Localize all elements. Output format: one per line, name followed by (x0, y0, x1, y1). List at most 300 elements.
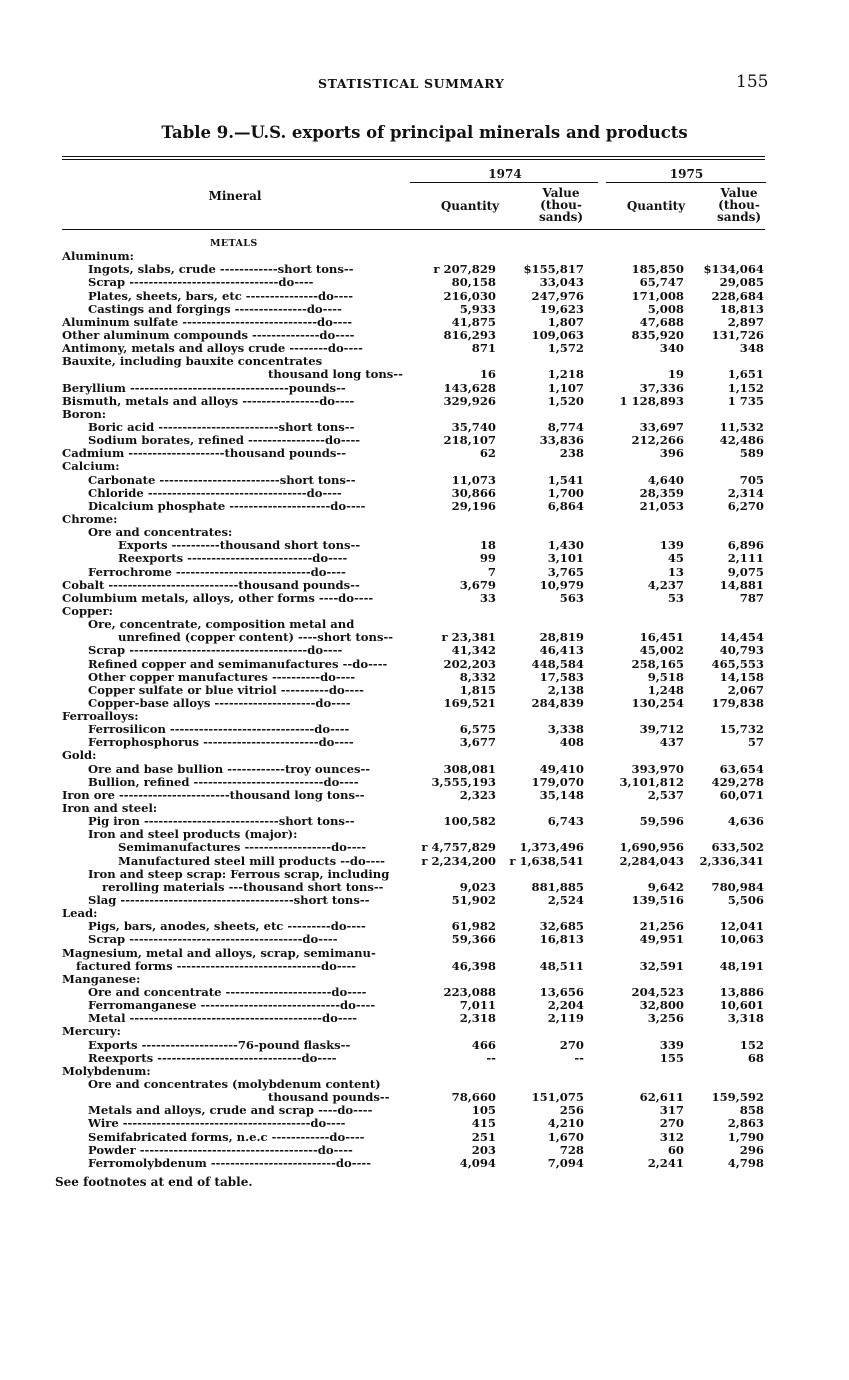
cell-quantity-1974: r 2,234,200 (421, 853, 496, 868)
cell-quantity-1975: 9,518 (647, 669, 684, 684)
mineral-label: Antimony, metals and alloys crude --------do---- (62, 341, 363, 356)
mineral-label: Ferromolybdenum --------------------------do---- (88, 1155, 372, 1170)
mineral-label: thousand pounds-- (268, 1090, 390, 1105)
cell-value-1974: 49,410 (539, 761, 584, 776)
mineral-label: Dicalcium phosphate ---------------------do---- (88, 498, 366, 513)
cell-value-1975: 6,896 (727, 538, 764, 553)
cell-value-1975: 159,592 (711, 1090, 764, 1105)
mineral-label: Molybdenum: (62, 1063, 151, 1078)
table-row (62, 736, 772, 749)
cell-quantity-1974: 223,088 (443, 985, 496, 1000)
cell-value-1974: 3,338 (547, 722, 584, 737)
cell-value-1975: 3,318 (727, 1011, 764, 1026)
cell-quantity-1974: 5,933 (459, 301, 496, 316)
cell-value-1974: 7,094 (547, 1155, 584, 1170)
cell-quantity-1974: 16 (479, 367, 496, 382)
cell-quantity-1975: 171,008 (631, 288, 684, 303)
mineral-label: Scrap -------------------------------do---- (88, 275, 314, 290)
cell-quantity-1975: 437 (659, 735, 684, 750)
header-bottom-rule (62, 229, 765, 230)
mineral-label: Calcium: (62, 459, 120, 474)
mineral-label: Ferroalloys: (62, 709, 139, 724)
cell-value-1975: 1,790 (727, 1129, 764, 1144)
cell-value-1974: 1,670 (547, 1129, 584, 1144)
cell-value-1974: 109,063 (531, 327, 584, 342)
mineral-label: unrefined (copper content) ----short tons-- (118, 630, 394, 645)
cell-value-1975: 705 (739, 472, 764, 487)
cell-quantity-1974: 871 (471, 341, 496, 356)
table-row (62, 592, 772, 605)
cell-quantity-1974: 18 (479, 538, 496, 553)
mineral-label: Exports ----------thousand short tons-- (118, 538, 361, 553)
cell-quantity-1975: 47,688 (639, 314, 684, 329)
cell-value-1974: 563 (559, 590, 584, 605)
mineral-label: Bauxite, including bauxite concentrates (62, 354, 323, 369)
cell-quantity-1974: 143,628 (443, 380, 496, 395)
column-header-value-1974 (526, 187, 596, 223)
cell-quantity-1974: 218,107 (443, 433, 496, 448)
cell-quantity-1974: 202,203 (443, 656, 496, 671)
cell-value-1975: 179,838 (711, 695, 764, 710)
table-footnote: See footnotes at end of table. (55, 1175, 253, 1189)
cell-value-1974: 10,979 (539, 577, 584, 592)
cell-quantity-1975: 139,516 (631, 893, 684, 908)
cell-value-1974: 19,623 (539, 301, 584, 316)
cell-value-1975: 2,897 (727, 314, 764, 329)
table-row (62, 237, 772, 250)
mineral-label: thousand long tons-- (268, 367, 403, 382)
cell-value-1975: 57 (747, 735, 764, 750)
cell-quantity-1975: 258,165 (631, 656, 684, 671)
table-row (62, 290, 772, 303)
cell-quantity-1974: -- (486, 1050, 496, 1065)
cell-quantity-1974: 2,318 (459, 1011, 496, 1026)
cell-quantity-1975: 45 (667, 551, 684, 566)
mineral-label: Chloride ---------------------------------do---- (88, 485, 342, 500)
cell-value-1974: 1,700 (547, 485, 584, 500)
cell-value-1974: 179,070 (531, 774, 584, 789)
cell-quantity-1975: 393,970 (631, 761, 684, 776)
value-header-line-2: (thou- (540, 198, 582, 212)
cell-value-1975: 296 (739, 1142, 764, 1157)
cell-quantity-1975: 49,951 (639, 932, 684, 947)
table-row (62, 1039, 772, 1052)
cell-quantity-1974: 216,030 (443, 288, 496, 303)
cell-value-1974: 728 (559, 1142, 584, 1157)
mineral-label: Castings and forgings ---------------do---- (88, 301, 342, 316)
cell-quantity-1975: 21,053 (639, 498, 684, 513)
table-row (62, 1117, 772, 1130)
cell-quantity-1974: 78,660 (451, 1090, 496, 1105)
mineral-label: Ore, concentrate, composition metal and (88, 617, 355, 632)
mineral-label: Cadmium --------------------thousand pounds-- (62, 446, 347, 461)
cell-quantity-1975: 4,640 (647, 472, 684, 487)
mineral-label: rerolling materials ---thousand short tons-- (102, 879, 384, 894)
cell-value-1974: 28,819 (539, 630, 584, 645)
table-row (62, 487, 772, 500)
cell-value-1975: 14,454 (719, 630, 764, 645)
column-header-value-1975 (706, 187, 772, 223)
cell-quantity-1975: 312 (659, 1129, 684, 1144)
mineral-label: Copper-base alloys ---------------------do---- (88, 695, 351, 710)
cell-value-1974: 448,584 (531, 656, 584, 671)
value-header-line-3: sands) (538, 210, 584, 224)
cell-quantity-1974: 62 (479, 446, 496, 461)
cell-quantity-1975: 1 128,893 (619, 393, 684, 408)
table-row (62, 933, 772, 946)
cell-quantity-1974: 6,575 (459, 722, 496, 737)
cell-value-1975: 2,111 (727, 551, 764, 566)
cell-quantity-1975: 39,712 (639, 722, 684, 737)
cell-quantity-1974: r 4,757,829 (421, 840, 496, 855)
cell-quantity-1974: 308,081 (443, 761, 496, 776)
column-header-mineral: Mineral (208, 189, 262, 203)
cell-value-1975: 14,881 (719, 577, 764, 592)
cell-quantity-1974: 203 (471, 1142, 496, 1157)
table-row (62, 789, 772, 802)
cell-quantity-1975: 317 (659, 1103, 684, 1118)
cell-quantity-1974: 80,158 (451, 275, 496, 290)
cell-quantity-1974: 3,555,193 (431, 774, 496, 789)
mineral-label: Semimanufactures ------------------do---- (118, 840, 367, 855)
table-row (62, 855, 772, 868)
cell-value-1974: 1,541 (547, 472, 584, 487)
mineral-label: Semifabricated forms, n.e.c ------------do---- (88, 1129, 365, 1144)
page-number: 155 (736, 72, 769, 92)
cell-value-1974: -- (574, 1050, 584, 1065)
cell-quantity-1974: 251 (471, 1129, 496, 1144)
cell-value-1974: 1,807 (547, 314, 584, 329)
mineral-label: Aluminum: (62, 249, 134, 264)
cell-quantity-1975: 28,359 (639, 485, 684, 500)
mineral-label: Ferrochrome ----------------------------do---- (88, 564, 346, 579)
mineral-label: Ferromanganese -----------------------------do---- (88, 998, 376, 1013)
cell-value-1975: 2,336,341 (699, 853, 764, 868)
mineral-label: factured forms ------------------------------do---- (76, 958, 357, 973)
value-header-line-1: Value (720, 186, 758, 200)
cell-value-1975: 589 (739, 446, 764, 461)
mineral-label: Pigs, bars, anodes, sheets, etc ---------do---- (88, 919, 366, 934)
cell-quantity-1975: 1,690,956 (619, 840, 684, 855)
cell-value-1974: 284,839 (531, 695, 584, 710)
table-row (62, 1052, 772, 1065)
cell-value-1975: 6,270 (727, 498, 764, 513)
mineral-label: Reexports ------------------------------do---- (88, 1050, 337, 1065)
cell-value-1975: 4,636 (727, 814, 764, 829)
cell-value-1975: 18,813 (719, 301, 764, 316)
cell-value-1975: 48,191 (719, 958, 764, 973)
cell-quantity-1974: 46,398 (451, 958, 496, 973)
cell-value-1974: 13,656 (539, 985, 584, 1000)
cell-quantity-1974: 3,677 (459, 735, 496, 750)
cell-quantity-1974: 51,902 (451, 893, 496, 908)
mineral-label: Ore and concentrates (molybdenum content) (88, 1077, 381, 1091)
cell-quantity-1975: 185,850 (631, 262, 684, 277)
mineral-label: Sodium borates, refined ----------------do---- (88, 433, 361, 448)
cell-quantity-1975: 65,747 (639, 275, 684, 290)
cell-quantity-1975: 1,248 (647, 682, 684, 697)
cell-value-1975: 465,553 (711, 656, 764, 671)
table-row (62, 684, 772, 697)
table-body (62, 237, 772, 1170)
mineral-label: Chrome: (62, 511, 118, 526)
table-title: Table 9.—U.S. exports of principal minerals and products (161, 123, 688, 142)
cell-value-1975: 2,314 (727, 485, 764, 500)
cell-quantity-1974: 7 (487, 564, 496, 579)
year-1974-rule (410, 182, 598, 183)
cell-value-1975: 9,075 (727, 564, 764, 579)
cell-value-1975: 2,067 (727, 682, 764, 697)
cell-value-1974: 3,101 (547, 551, 584, 566)
cell-value-1975: 10,063 (719, 932, 764, 947)
cell-quantity-1975: 37,336 (639, 380, 684, 395)
column-header-quantity-1975: Quantity (626, 199, 686, 213)
cell-quantity-1975: 3,101,812 (619, 774, 684, 789)
mineral-label: Refined copper and semimanufactures --do---- (88, 656, 388, 671)
cell-quantity-1975: 45,002 (639, 643, 684, 658)
cell-quantity-1974: 105 (471, 1103, 496, 1118)
cell-quantity-1974: 466 (471, 1037, 496, 1052)
mineral-label: Copper: (62, 603, 113, 618)
page-header (0, 74, 849, 94)
cell-value-1974: 247,976 (531, 288, 584, 303)
column-header-quantity-1974: Quantity (440, 199, 500, 213)
cell-quantity-1974: 329,926 (443, 393, 496, 408)
mineral-label: Ore and concentrate ----------------------do---- (88, 985, 367, 1000)
running-head: STATISTICAL SUMMARY (318, 76, 505, 91)
mineral-label: METALS (210, 238, 258, 249)
mineral-label: Aluminum sulfate ----------------------------do---- (62, 314, 353, 329)
mineral-label: Ore and concentrates: (88, 525, 233, 540)
mineral-label: Ferrosilicon ------------------------------do---- (88, 722, 350, 737)
cell-value-1974: 1,107 (547, 380, 584, 395)
cell-quantity-1974: 99 (479, 551, 496, 566)
cell-quantity-1974: 2,323 (459, 787, 496, 802)
cell-quantity-1974: 4,094 (459, 1155, 496, 1170)
cell-quantity-1975: 62,611 (639, 1090, 684, 1105)
table-row (62, 868, 772, 881)
cell-value-1974: 33,836 (539, 433, 584, 448)
cell-value-1974: 1,218 (547, 367, 584, 382)
cell-quantity-1974: 1,815 (459, 682, 496, 697)
cell-quantity-1975: 4,237 (647, 577, 684, 592)
cell-quantity-1975: 32,591 (639, 958, 684, 973)
cell-quantity-1975: 2,241 (647, 1155, 684, 1170)
cell-value-1975: 780,984 (711, 879, 764, 894)
column-header-year-1974: 1974 (488, 167, 522, 181)
cell-value-1974: 1,373,496 (519, 840, 584, 855)
cell-value-1974: 46,413 (539, 643, 584, 658)
mineral-label: Boron: (62, 406, 107, 421)
cell-value-1975: 152 (739, 1037, 764, 1052)
cell-value-1974: 16,813 (539, 932, 584, 947)
cell-value-1974: 1,572 (547, 341, 584, 356)
cell-quantity-1975: 835,920 (631, 327, 684, 342)
mineral-label: Mercury: (62, 1024, 121, 1039)
cell-value-1974: 270 (559, 1037, 584, 1052)
table-row (62, 447, 772, 460)
table-row (62, 303, 772, 316)
year-1975-rule (606, 182, 766, 183)
cell-quantity-1974: 33 (479, 590, 496, 605)
mineral-label: Wire ---------------------------------------do---- (88, 1116, 346, 1131)
cell-quantity-1975: 339 (659, 1037, 684, 1052)
cell-quantity-1975: 13 (667, 564, 684, 579)
mineral-label: Slag ------------------------------------short tons-- (88, 893, 370, 908)
table-row (62, 474, 772, 487)
cell-value-1975: 858 (739, 1103, 764, 1118)
cell-quantity-1975: 2,284,043 (619, 853, 684, 868)
cell-value-1975: 1 735 (727, 393, 764, 408)
table-row (62, 579, 772, 592)
table-row (62, 368, 772, 381)
table-row (62, 776, 772, 789)
table-row (62, 947, 772, 960)
cell-quantity-1974: 100,582 (443, 814, 496, 829)
mineral-label: Exports --------------------76-pound flasks-- (88, 1037, 351, 1052)
cell-quantity-1975: 204,523 (631, 985, 684, 1000)
cell-value-1974: $155,817 (523, 262, 584, 277)
mineral-label: Scrap ------------------------------------do---- (88, 932, 338, 947)
mineral-label: Metals and alloys, crude and scrap ----do---- (88, 1103, 373, 1118)
cell-quantity-1975: 212,266 (631, 433, 684, 448)
cell-value-1975: 13,886 (719, 985, 764, 1000)
cell-quantity-1974: r 207,829 (433, 262, 496, 277)
table-row (62, 276, 772, 289)
cell-quantity-1974: 30,866 (451, 485, 496, 500)
cell-quantity-1975: 60 (667, 1142, 684, 1157)
cell-value-1975: 12,041 (719, 919, 764, 934)
cell-value-1974: 35,148 (539, 787, 584, 802)
cell-value-1974: 256 (559, 1103, 584, 1118)
cell-quantity-1975: 21,256 (639, 919, 684, 934)
cell-quantity-1974: 11,073 (451, 472, 496, 487)
cell-value-1974: 1,520 (547, 393, 584, 408)
cell-value-1974: 408 (559, 735, 584, 750)
mineral-label: Ore and base bullion ------------troy ounces-- (88, 761, 371, 776)
mineral-label: Iron ore -----------------------thousand long tons-- (62, 787, 365, 802)
mineral-label: Gold: (62, 748, 97, 763)
table-row (62, 552, 772, 565)
table-row (62, 408, 772, 421)
cell-value-1975: 228,684 (711, 288, 764, 303)
cell-value-1975: 2,863 (727, 1116, 764, 1131)
cell-quantity-1974: 415 (471, 1116, 496, 1131)
cell-value-1975: 787 (739, 590, 764, 605)
cell-value-1975: 14,158 (719, 669, 764, 684)
mineral-label: Scrap -------------------------------------do---- (88, 643, 343, 658)
cell-quantity-1974: 8,332 (459, 669, 496, 684)
mineral-label: Iron and steel products (major): (88, 827, 298, 842)
cell-value-1975: 1,651 (727, 367, 764, 382)
cell-quantity-1974: 29,196 (451, 498, 496, 513)
cell-value-1975: 11,532 (719, 419, 764, 434)
mineral-label: Bullion, refined ---------------------------do---- (88, 774, 359, 789)
cell-value-1974: 3,765 (547, 564, 584, 579)
top-rule-2 (62, 159, 765, 160)
cell-quantity-1975: 3,256 (647, 1011, 684, 1026)
cell-value-1974: 33,043 (539, 275, 584, 290)
cell-value-1974: 238 (559, 446, 584, 461)
table-row (62, 697, 772, 710)
cell-quantity-1975: 9,642 (647, 879, 684, 894)
cell-quantity-1974: r 23,381 (441, 630, 496, 645)
cell-value-1975: 131,726 (711, 327, 764, 342)
cell-quantity-1974: 816,293 (443, 327, 496, 342)
cell-quantity-1975: 2,537 (647, 787, 684, 802)
value-header-line-2: (thou- (718, 198, 760, 212)
cell-value-1974: 4,210 (547, 1116, 584, 1131)
cell-quantity-1975: 155 (659, 1050, 684, 1065)
mineral-label: Other copper manufactures ----------do---- (88, 669, 356, 684)
cell-quantity-1974: 169,521 (443, 695, 496, 710)
cell-value-1975: 633,502 (711, 840, 764, 855)
cell-quantity-1974: 59,366 (451, 932, 496, 947)
cell-value-1975: 4,798 (727, 1155, 764, 1170)
value-header-line-1: Value (542, 186, 580, 200)
cell-quantity-1975: 130,254 (631, 695, 684, 710)
cell-quantity-1974: 35,740 (451, 419, 496, 434)
cell-value-1975: 10,601 (719, 998, 764, 1013)
cell-value-1975: 63,654 (719, 761, 764, 776)
table-row (62, 1157, 772, 1170)
table-row (62, 460, 772, 473)
mineral-label: Plates, sheets, bars, etc ---------------do---- (88, 288, 354, 303)
table-row (62, 960, 772, 973)
mineral-label: Manganese: (62, 971, 141, 986)
cell-value-1974: 1,430 (547, 538, 584, 553)
cell-value-1975: 42,486 (719, 433, 764, 448)
table-row (62, 316, 772, 329)
cell-value-1974: 8,774 (547, 419, 584, 434)
mineral-label: Reexports --------------------------do---- (118, 551, 348, 566)
cell-value-1974: 32,685 (539, 919, 584, 934)
table-row (62, 566, 772, 579)
cell-value-1974: 2,204 (547, 998, 584, 1013)
mineral-label: Bismuth, metals and alloys ----------------do---- (62, 393, 355, 408)
value-header-line-3: sands) (716, 210, 762, 224)
mineral-label: Boric acid -------------------------short tons-- (88, 419, 355, 434)
mineral-label: Beryllium ---------------------------------pounds-- (62, 380, 346, 395)
cell-value-1974: 17,583 (539, 669, 584, 684)
cell-quantity-1974: 9,023 (459, 879, 496, 894)
cell-value-1974: 2,138 (547, 682, 584, 697)
cell-value-1975: 348 (739, 341, 764, 356)
cell-value-1975: 5,506 (727, 893, 764, 908)
cell-quantity-1975: 139 (659, 538, 684, 553)
mineral-label: Copper sulfate or blue vitriol ----------do---- (88, 682, 364, 697)
cell-quantity-1975: 5,008 (647, 301, 684, 316)
cell-quantity-1974: 61,982 (451, 919, 496, 934)
mineral-label: Cobalt ---------------------------thousand pounds-- (62, 577, 360, 592)
mineral-label: Iron and steep scrap: Ferrous scrap, including (88, 866, 390, 881)
mineral-label: Pig iron ----------------------------short tons-- (88, 814, 355, 829)
cell-value-1974: 2,524 (547, 893, 584, 908)
mineral-label: Columbium metals, alloys, other forms ----do---- (62, 590, 374, 605)
mineral-label: Lead: (62, 906, 98, 921)
table-row (62, 1012, 772, 1025)
mineral-label: Ingots, slabs, crude ------------short tons-- (88, 262, 354, 277)
cell-value-1975: 429,278 (711, 774, 764, 789)
mineral-label: Carbonate -------------------------short tons-- (88, 472, 356, 487)
table-row (62, 671, 772, 684)
table-row (62, 355, 772, 368)
table-row (62, 1144, 772, 1157)
cell-value-1975: 68 (747, 1050, 764, 1065)
cell-quantity-1974: 41,342 (451, 643, 496, 658)
cell-quantity-1975: 396 (659, 446, 684, 461)
mineral-label: Metal ----------------------------------------do---- (88, 1011, 358, 1026)
